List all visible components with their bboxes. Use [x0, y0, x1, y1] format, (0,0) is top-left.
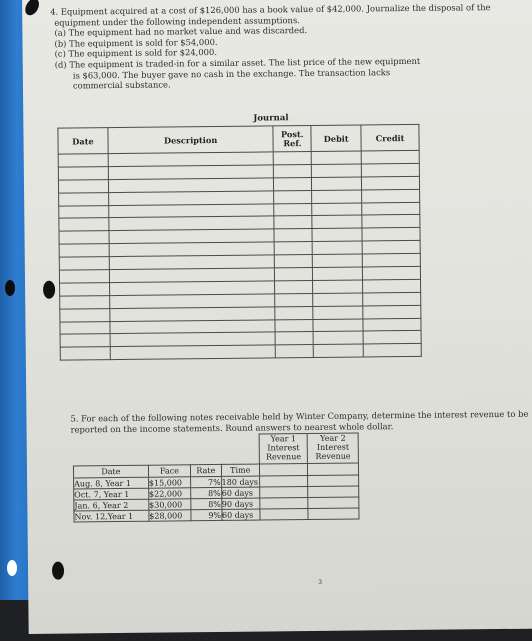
- journal-cell[interactable]: [59, 231, 109, 244]
- journal-cell[interactable]: [275, 306, 313, 319]
- journal-cell[interactable]: [362, 215, 420, 228]
- assumption-d-line3: commercial substance.: [72, 79, 171, 91]
- journal-cell[interactable]: [312, 164, 362, 177]
- note-time: 60 days: [221, 509, 260, 520]
- journal-title: Journal: [253, 113, 289, 124]
- journal-cell[interactable]: [274, 242, 312, 255]
- journal-cell[interactable]: [313, 267, 363, 280]
- punch-hole: [43, 281, 55, 299]
- journal-cell[interactable]: [312, 215, 362, 228]
- year1-interest-cell[interactable]: [259, 476, 308, 488]
- journal-cell[interactable]: [363, 305, 421, 318]
- journal-cell[interactable]: [313, 306, 363, 319]
- page-number: 3: [318, 578, 323, 586]
- year2-interest-cell[interactable]: [308, 486, 359, 498]
- year1-interest-cell[interactable]: [260, 487, 309, 499]
- journal-description-header: [108, 126, 274, 154]
- assumption-b: (b) The equipment is sold for $54,000.: [54, 36, 218, 49]
- journal-cell[interactable]: [361, 150, 419, 163]
- note-row: [74, 508, 359, 522]
- journal-cell[interactable]: [274, 164, 312, 177]
- worksheet-page: [22, 0, 532, 634]
- journal-debit-label: Debit: [323, 133, 349, 144]
- journal-cell[interactable]: [312, 228, 362, 241]
- note-face: $15,000: [148, 477, 191, 488]
- journal-cell[interactable]: [312, 241, 362, 254]
- journal-cell[interactable]: [59, 270, 109, 283]
- journal-row[interactable]: [60, 344, 421, 361]
- journal-cell[interactable]: [312, 190, 362, 203]
- journal-postref-header: [273, 125, 311, 151]
- journal-table: [57, 124, 421, 361]
- journal-cell[interactable]: [275, 280, 313, 293]
- note-face: $22,000: [148, 488, 191, 499]
- notes-receivable-table: [73, 432, 360, 522]
- year2-interest-cell[interactable]: [308, 497, 359, 509]
- problem-4-text: [50, 2, 521, 92]
- journal-cell[interactable]: [311, 151, 361, 164]
- journal-cell[interactable]: [274, 229, 312, 242]
- journal-cell[interactable]: [59, 257, 109, 270]
- note-date: Oct. 7, Year 1: [74, 488, 149, 500]
- journal-cell[interactable]: [58, 154, 108, 167]
- journal-cell[interactable]: [363, 344, 421, 357]
- journal-cell[interactable]: [275, 332, 313, 345]
- journal-cell[interactable]: [362, 241, 420, 254]
- journal-cell[interactable]: [59, 218, 109, 231]
- journal-date-label: Date: [72, 135, 94, 146]
- note-face: $30,000: [149, 499, 192, 510]
- journal-cell[interactable]: [313, 344, 363, 357]
- journal-cell[interactable]: [58, 166, 108, 179]
- notes-rate-header: Rate: [191, 464, 221, 476]
- journal-cell[interactable]: [362, 189, 420, 202]
- journal-cell[interactable]: [363, 331, 421, 344]
- journal-cell[interactable]: [60, 334, 110, 347]
- assumption-d-line2: is $63,000. The buyer gave no cash in the exchange. The transaction lacks: [72, 66, 391, 81]
- journal-cell[interactable]: [60, 321, 110, 334]
- journal-cell[interactable]: [363, 279, 421, 292]
- journal-ref-label: Ref.: [283, 137, 302, 148]
- assumption-a: (a) The equipment had no market value and was discarded.: [54, 25, 308, 38]
- note-time: 180 days: [221, 477, 259, 487]
- journal-cell[interactable]: [275, 319, 313, 332]
- journal-cell[interactable]: [363, 292, 421, 305]
- notes-time-header: Time: [221, 464, 260, 476]
- journal-cell[interactable]: [60, 308, 110, 321]
- note-rate: 8%: [191, 487, 221, 498]
- journal-cell[interactable]: [59, 244, 109, 257]
- journal-header-row: [58, 124, 419, 154]
- journal-cell[interactable]: [362, 176, 420, 189]
- problem-4-line2: equipment under the following independent assumptions.: [54, 14, 300, 28]
- journal-cell[interactable]: [275, 267, 313, 280]
- note-rate: 9%: [191, 509, 221, 520]
- journal-cell[interactable]: [362, 202, 420, 215]
- journal-cell[interactable]: [312, 254, 362, 267]
- journal-cell[interactable]: [313, 280, 363, 293]
- year1-interest-cell[interactable]: [260, 509, 309, 521]
- journal-cell[interactable]: [274, 190, 312, 203]
- journal-cell[interactable]: [312, 203, 362, 216]
- journal-description-label: Description: [163, 134, 218, 146]
- journal-cell[interactable]: [60, 295, 110, 308]
- journal-cell[interactable]: [274, 216, 312, 229]
- year2-interest-cell[interactable]: [308, 475, 359, 487]
- journal-cell[interactable]: [275, 255, 313, 268]
- note-time: 60 days: [221, 487, 260, 498]
- problem-4-line1: 4. Equipment acquired at a cost of $126,000 has a book value of $42,000. Journalize the disposal of the: [50, 2, 491, 17]
- journal-credit-header: [361, 124, 419, 151]
- year1-header: Year 1 Interest Revenue: [259, 434, 308, 465]
- notes-year-header-row: [73, 433, 358, 466]
- journal-debit-header: [311, 125, 361, 152]
- punch-hole: [22, 0, 41, 18]
- assumption-c: (c) The equipment is sold for $24,000.: [54, 47, 218, 60]
- journal-cell[interactable]: [60, 283, 110, 296]
- problem-5-text: [70, 409, 532, 435]
- assumption-d-line1: (d) The equipment is traded-in for a similar asset. The list price of the new equipment: [54, 55, 421, 70]
- note-time: 90 days: [221, 498, 260, 509]
- journal-date-header: [58, 128, 108, 155]
- journal-cell[interactable]: [275, 293, 313, 306]
- year2-header: Year 2 Interest Revenue: [308, 433, 359, 464]
- journal-cell[interactable]: [273, 151, 311, 164]
- binder-ring-hole: [5, 280, 15, 296]
- journal-cell[interactable]: [362, 266, 420, 279]
- journal-cell[interactable]: [274, 177, 312, 190]
- note-rate: 8%: [191, 498, 221, 509]
- journal-cell[interactable]: [274, 203, 312, 216]
- journal-cell[interactable]: [313, 293, 363, 306]
- journal-cell[interactable]: [361, 163, 419, 176]
- journal-cell[interactable]: [362, 253, 420, 266]
- journal-cell[interactable]: [59, 205, 109, 218]
- journal-cell[interactable]: [312, 177, 362, 190]
- binder-ring-highlight: [7, 560, 17, 576]
- note-date: Aug. 8, Year 1: [74, 477, 149, 489]
- journal-post-label: Post.: [280, 128, 304, 139]
- journal-cell[interactable]: [313, 319, 363, 332]
- problem-5-line1: 5. For each of the following notes receivable held by Winter Company, determine the interest revenue to be: [70, 408, 529, 424]
- journal-credit-label: Credit: [375, 132, 405, 143]
- note-date: Jan. 6, Year 2: [74, 499, 149, 511]
- note-face: $28,000: [149, 510, 192, 521]
- journal-cell[interactable]: [362, 228, 420, 241]
- note-date: Nov. 12,Year 1: [74, 510, 149, 522]
- note-rate: 7%: [191, 476, 221, 487]
- journal-cell[interactable]: [363, 318, 421, 331]
- problem-5-line2: reported on the income statements. Round answers to nearest whole dollar.: [70, 420, 394, 435]
- journal-cell[interactable]: [276, 345, 314, 358]
- notes-date-header: Date: [73, 465, 148, 478]
- journal-cell[interactable]: [60, 347, 110, 360]
- journal-cell[interactable]: [313, 331, 363, 344]
- journal-cell[interactable]: [59, 192, 109, 205]
- year2-interest-cell[interactable]: [308, 508, 359, 520]
- journal-cell[interactable]: [110, 345, 276, 360]
- notes-face-header: Face: [148, 465, 191, 477]
- journal-cell[interactable]: [58, 179, 108, 192]
- year1-interest-cell[interactable]: [260, 498, 309, 510]
- punch-hole: [52, 562, 64, 580]
